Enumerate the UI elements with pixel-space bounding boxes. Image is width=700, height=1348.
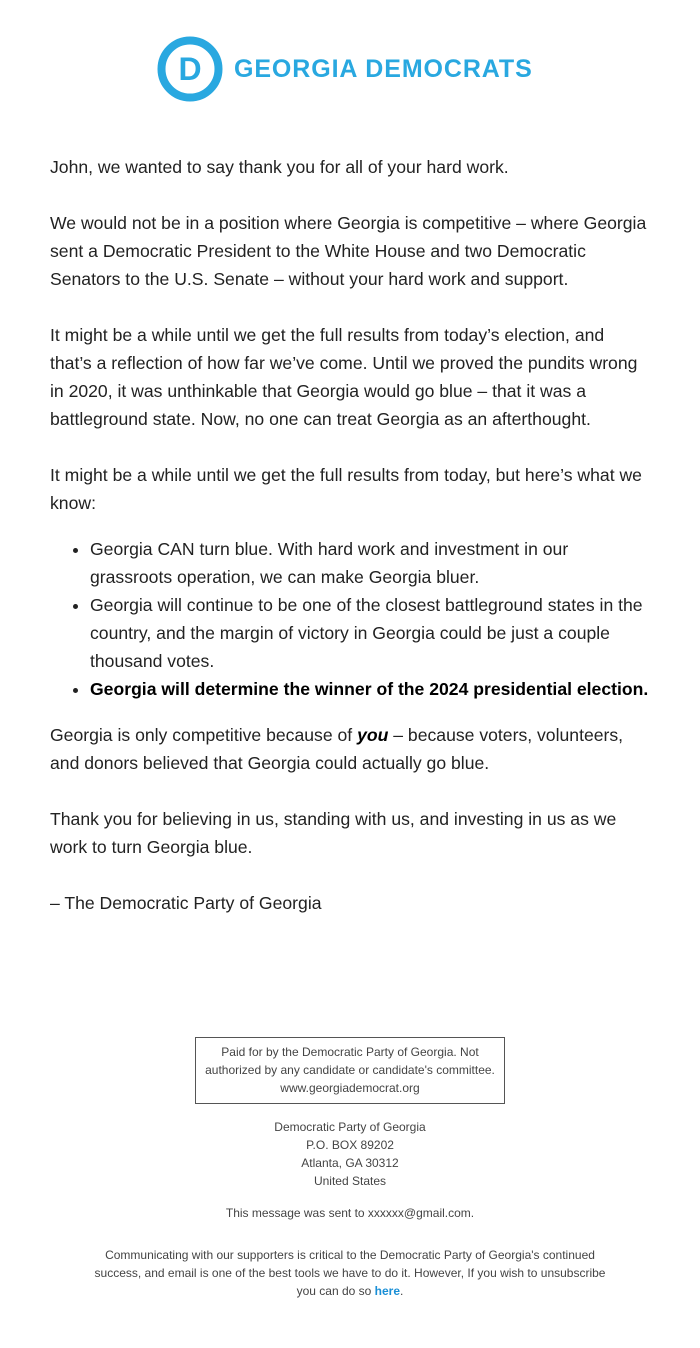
body-paragraph-2: It might be a while until we get the full results from today’s election, and that’s a reflection of how far we’ve come. Until we proved the pundits wrong in 2020, it was unthinkable that Georgia would go blue – that it was a battleground state. Now, no one can treat Georgia as an afterthought. <box>50 325 638 429</box>
address-line: Atlanta, GA 30312 <box>301 1156 399 1170</box>
unsubscribe-notice <box>90 1246 610 1300</box>
recipient-email: xxxxxx@gmail.com. <box>367 1206 475 1220</box>
email-footer <box>0 1037 700 1300</box>
body-paragraph-4 <box>50 721 650 777</box>
unsubscribe-period: . <box>400 1284 404 1298</box>
mailing-address <box>0 1118 700 1190</box>
email-body <box>50 153 650 945</box>
key-points-list <box>50 535 650 703</box>
disclaimer-line: Paid for by the Democratic Party of Georgia. Not <box>221 1045 479 1059</box>
signature: – The Democratic Party of Georgia <box>50 893 322 913</box>
bold-list-text: Georgia will determine the winner of the 2024 presidential election. <box>90 679 649 699</box>
sent-to-prefix: This message was sent to <box>225 1206 368 1220</box>
brand-logo[interactable] <box>157 36 533 102</box>
address-line: P.O. BOX 89202 <box>306 1138 394 1152</box>
email-header <box>0 0 700 140</box>
disclaimer-line: authorized by any candidate or candidate's committee. <box>205 1063 495 1077</box>
unsubscribe-link[interactable]: here <box>374 1284 401 1298</box>
emphasis-you: you <box>357 725 389 745</box>
unsubscribe-text: Communicating with our supporters is critical to the Democratic Party of Georgia's continued success, and email is one of the best tools we have to do it. However, If you wish to unsubscribe you can do so <box>94 1248 606 1298</box>
democrats-d-logo-icon <box>157 36 223 102</box>
sent-to-notice <box>0 1204 700 1222</box>
address-line: United States <box>313 1174 387 1188</box>
address-line: Democratic Party of Georgia <box>274 1120 426 1134</box>
paragraph-4-start: Georgia is only competitive because of <box>50 725 358 745</box>
disclaimer-website: www.georgiademocrat.org <box>280 1081 420 1095</box>
list-item <box>90 675 650 703</box>
body-paragraph-3: It might be a while until we get the full results from today, but here’s what we know: <box>50 465 642 513</box>
paid-for-disclaimer <box>195 1037 505 1104</box>
body-paragraph-5: Thank you for believing in us, standing with us, and investing in us as we work to turn Georgia blue. <box>50 809 617 857</box>
body-paragraph-1: We would not be in a position where Georgia is competitive – where Georgia sent a Democratic President to the White House and two Democratic Senators to the U.S. Senate – without your hard work and support. <box>50 213 647 289</box>
logo-letter: D <box>178 51 202 87</box>
list-item: • Georgia will continue to be one of the closest battleground states in the country, and the margin of victory in Georgia could be just a couple thousand votes. <box>90 591 650 675</box>
brand-name: GEORGIA DEMOCRATS <box>234 54 533 83</box>
list-item: • Georgia CAN turn blue. With hard work and investment in our grassroots operation, we can make Georgia bluer. <box>90 535 650 591</box>
paragraph-4-end: – because voters, volunteers, and donors believed that Georgia could actually go blue. <box>50 725 624 773</box>
greeting-paragraph: John, we wanted to say thank you for all of your hard work. <box>50 157 509 177</box>
